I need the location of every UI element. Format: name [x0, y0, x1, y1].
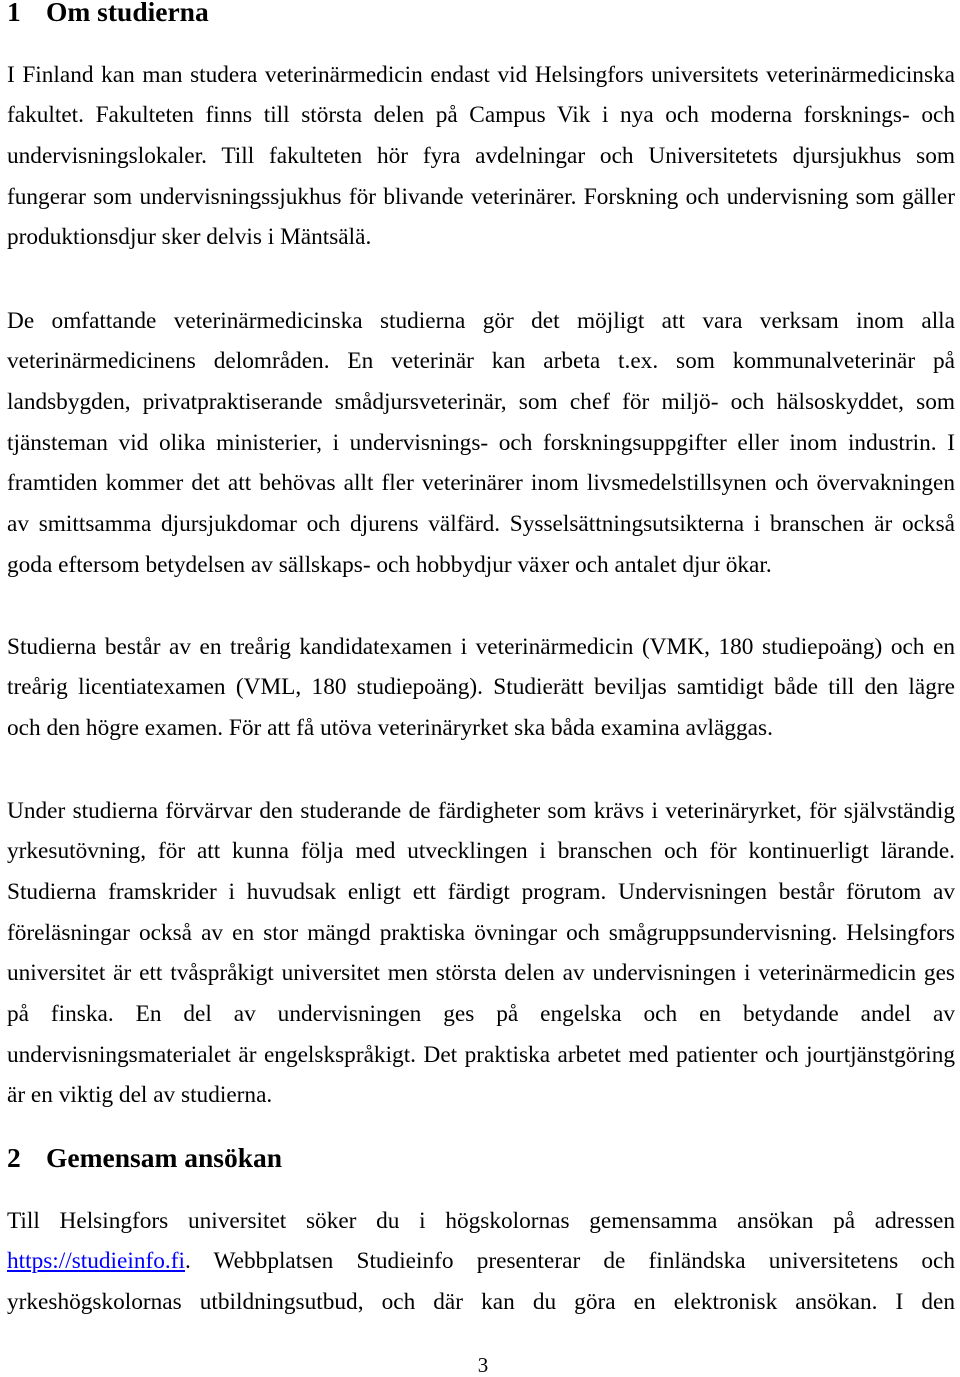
paragraph-line: Studierna består av en treårig kandidatexamen i veterinärmedicin (VMK, 180 studiepoäng) och en [7, 633, 955, 660]
paragraph-line: av smittsamma djursjukdomar och djurens välfärd. Sysselsättningsutsikterna i branschen är också [7, 511, 955, 538]
paragraph-line: Till Helsingfors universitet söker du i högskolornas gemensamma ansökan på adressen [7, 1207, 955, 1234]
paragraph-line: veterinärmedicinens delområden. En veterinär kan arbeta t.ex. som kommunalveterinär på [7, 348, 955, 375]
paragraph-line: I Finland kan man studera veterinärmedicin endast vid Helsingfors universitets veterinärmedicinska [7, 61, 955, 88]
paragraph-line: Under studierna förvärvar den studerande de färdigheter som krävs i veterinäryrket, för självständig [7, 797, 955, 824]
paragraph-line: yrkeshögskolornas utbildningsutbud, och där kan du göra en elektronisk ansökan. I den [7, 1288, 955, 1315]
section-number: 2 [7, 1142, 21, 1173]
paragraph-line [7, 1241, 955, 1282]
paragraph-line: undervisningsmaterialet är engelskspråkigt. Det praktiska arbetet med patienter och jourtjänstgöring [7, 1041, 955, 1068]
paragraph-line: produktionsdjur sker delvis i Mäntsälä. [7, 224, 372, 251]
paragraph-line: fungerar som undervisningssjukhus för blivande veterinärer. Forskning och undervisning som gäller [7, 183, 955, 210]
paragraph [7, 1201, 955, 1323]
paragraph [7, 301, 955, 586]
paragraph-line: på finska. En del av undervisningen ges på engelska och en betydande andel av [7, 1001, 955, 1028]
section-number: 1 [7, 0, 21, 27]
section-title: Om studierna [46, 0, 209, 27]
paragraph [7, 55, 955, 258]
paragraph-line: tjänsteman vid olika ministerier, i undervisnings- och forskningsuppgifter eller inom industrin. I [7, 429, 955, 456]
paragraph-line: undervisningslokaler. Till fakulteten hör fyra avdelningar och Universitetets djursjukhus som [7, 142, 955, 169]
section-heading [0, 0, 960, 27]
page-number: 3 [477, 1353, 489, 1377]
paragraph-line: goda eftersom betydelsen av sällskaps- och hobbydjur växer och antalet djur ökar. [7, 551, 772, 578]
section-title: Gemensam ansökan [46, 1142, 283, 1173]
paragraph-line: Studierna framskrider i huvudsak enligt ett färdigt program. Undervisningen består förutom av [7, 878, 955, 905]
paragraph-line: De omfattande veterinärmedicinska studierna gör det möjligt att vara verksam inom alla [7, 307, 955, 334]
paragraph-line: och den högre examen. För att få utöva veterinäryrket ska båda examina avläggas. [7, 714, 773, 741]
paragraph-line: fakultet. Fakulteten finns till största delen på Campus Vik i nya och moderna forsknings- och [7, 102, 955, 129]
paragraph-line: föreläsningar också av en stor mängd praktiska övningar och smågruppsundervisning. Helsingfors [7, 919, 955, 946]
paragraph-line: är en viktig del av studierna. [7, 1082, 273, 1109]
paragraph [7, 791, 955, 1117]
studieinfo-link[interactable]: https://studieinfo.fi [7, 1248, 185, 1275]
paragraph [7, 627, 955, 749]
paragraph-line: framtiden kommer det att behövas allt fler veterinärer inom livsmedelstillsynen och övervakningen [7, 470, 955, 497]
paragraph-line: universitet är ett tvåspråkigt universitet men största delen av undervisningen i veterinärmedicin ges [7, 960, 955, 987]
paragraph-line: landsbygden, privatpraktiserande smådjursveterinär, som chef för miljö- och hälsoskyddet, som [7, 388, 955, 415]
section-heading [0, 1142, 960, 1173]
paragraph-line: treårig licentiatexamen (VML, 180 studiepoäng). Studierätt beviljas samtidigt både till den lägre [7, 674, 955, 701]
paragraph-line-text: . Webbplatsen Studieinfo presenterar de finländska universitetens och [184, 1248, 955, 1275]
paragraph-line: yrkesutövning, för att kunna följa med utvecklingen i branschen och för kontinuerligt lärande. [7, 838, 955, 865]
